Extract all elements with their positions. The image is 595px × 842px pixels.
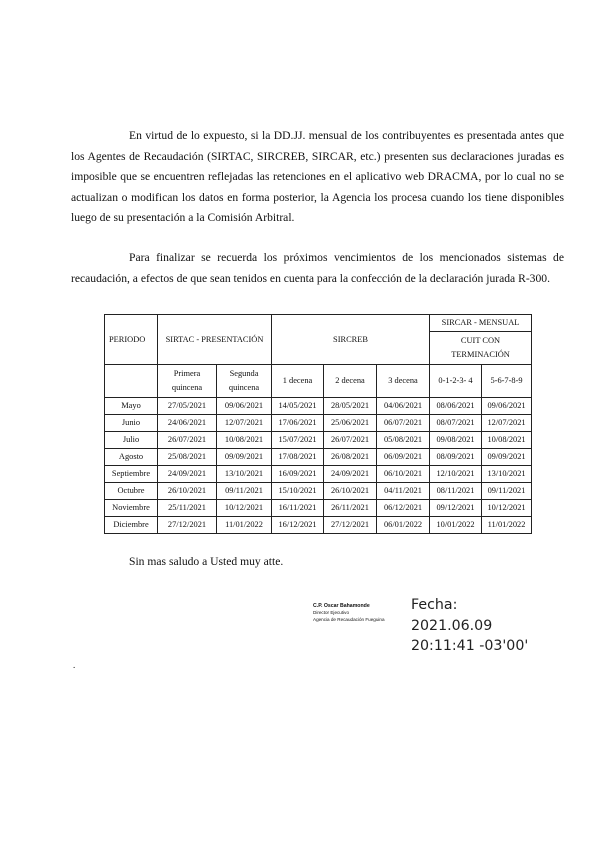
date-cell: 09/11/2021 — [482, 483, 532, 500]
date-cell: 16/12/2021 — [272, 517, 324, 534]
date-cell: 10/12/2021 — [217, 500, 272, 517]
date-cell: 14/05/2021 — [272, 398, 324, 415]
date-cell: 26/11/2021 — [324, 500, 377, 517]
date-cell: 10/08/2021 — [217, 432, 272, 449]
period-cell: Junio — [105, 415, 158, 432]
date-cell: 12/07/2021 — [482, 415, 532, 432]
sub-cuit-0-4: 0-1-2-3- 4 — [430, 365, 482, 398]
table-row — [105, 517, 532, 534]
date-cell: 09/06/2021 — [217, 398, 272, 415]
table-row — [105, 500, 532, 517]
table-row — [105, 449, 532, 466]
sub-3-decena: 3 decena — [377, 365, 430, 398]
date-cell: 26/07/2021 — [158, 432, 217, 449]
digital-signature-stamp — [411, 595, 528, 657]
signer-org: Agencia de Recaudación Fueguina — [313, 616, 385, 622]
date-cell: 28/05/2021 — [324, 398, 377, 415]
date-cell: 06/12/2021 — [377, 500, 430, 517]
sirtac-header: SIRTAC - PRESENTACIÓN — [158, 315, 272, 365]
signature-date: 2021.06.09 — [411, 617, 493, 634]
date-cell: 06/01/2022 — [377, 517, 430, 534]
signature-time: 20:11:41 -03'00' — [411, 638, 529, 654]
table-row — [105, 483, 532, 500]
date-cell: 06/09/2021 — [377, 449, 430, 466]
signature-block — [313, 603, 385, 623]
date-cell: 15/10/2021 — [272, 483, 324, 500]
closing-text: Sin mas saludo a Usted muy atte. — [129, 555, 284, 568]
footer-mark: . — [73, 660, 76, 670]
periodo-header: PERIODO — [105, 315, 158, 365]
table-row — [105, 432, 532, 449]
sub-1-decena: 1 decena — [272, 365, 324, 398]
period-cell: Diciembre — [105, 517, 158, 534]
periodo-sub-empty — [105, 365, 158, 398]
date-cell: 09/11/2021 — [217, 483, 272, 500]
sub-primera-quincena: Primera quincena — [158, 365, 217, 398]
date-cell: 17/08/2021 — [272, 449, 324, 466]
date-cell: 09/09/2021 — [482, 449, 532, 466]
date-cell: 09/12/2021 — [430, 500, 482, 517]
table-row — [105, 415, 532, 432]
signer-title: Director Ejecutivo — [313, 610, 349, 615]
sircar-header: SIRCAR - MENSUAL — [430, 315, 532, 332]
date-cell: 08/11/2021 — [430, 483, 482, 500]
date-cell: 26/08/2021 — [324, 449, 377, 466]
date-cell: 10/12/2021 — [482, 500, 532, 517]
date-cell: 27/12/2021 — [324, 517, 377, 534]
date-cell: 11/01/2022 — [482, 517, 532, 534]
period-cell: Julio — [105, 432, 158, 449]
date-cell: 06/10/2021 — [377, 466, 430, 483]
period-cell: Octubre — [105, 483, 158, 500]
date-cell: 17/06/2021 — [272, 415, 324, 432]
date-cell: 04/11/2021 — [377, 483, 430, 500]
date-cell: 16/09/2021 — [272, 466, 324, 483]
date-cell: 24/09/2021 — [158, 466, 217, 483]
sub-2-decena: 2 decena — [324, 365, 377, 398]
period-cell: Agosto — [105, 449, 158, 466]
date-cell: 10/01/2022 — [430, 517, 482, 534]
date-cell: 25/06/2021 — [324, 415, 377, 432]
date-cell: 26/10/2021 — [158, 483, 217, 500]
date-cell: 08/06/2021 — [430, 398, 482, 415]
date-cell: 25/08/2021 — [158, 449, 217, 466]
signer-name: C.P. Oscar Bahamonde — [313, 603, 370, 609]
paragraph-vencimientos-text: Para finalizar se recuerda los próximos vencimientos de los mencionados sistemas de recaudación, a efectos de que sean tenidos en cuenta para la confección de la declaración jurada R-300. — [71, 251, 564, 285]
period-cell: Septiembre — [105, 466, 158, 483]
date-cell: 13/10/2021 — [482, 466, 532, 483]
date-cell: 24/09/2021 — [324, 466, 377, 483]
sub-segunda-quincena: Segunda quincena — [217, 365, 272, 398]
date-cell: 27/05/2021 — [158, 398, 217, 415]
date-cell: 16/11/2021 — [272, 500, 324, 517]
date-cell: 04/06/2021 — [377, 398, 430, 415]
table-row — [105, 466, 532, 483]
date-cell: 27/12/2021 — [158, 517, 217, 534]
date-cell: 08/07/2021 — [430, 415, 482, 432]
date-cell: 15/07/2021 — [272, 432, 324, 449]
sircreb-header: SIRCREB — [272, 315, 430, 365]
date-cell: 13/10/2021 — [217, 466, 272, 483]
date-cell: 10/08/2021 — [482, 432, 532, 449]
date-cell: 05/08/2021 — [377, 432, 430, 449]
sub-cuit-5-9: 5-6-7-8-9 — [482, 365, 532, 398]
date-cell: 09/09/2021 — [217, 449, 272, 466]
date-cell: 25/11/2021 — [158, 500, 217, 517]
period-cell: Noviembre — [105, 500, 158, 517]
vencimientos-table — [104, 314, 532, 534]
date-cell: 11/01/2022 — [217, 517, 272, 534]
cuit-header: CUIT CON TERMINACIÓN — [430, 332, 532, 365]
date-cell: 08/09/2021 — [430, 449, 482, 466]
date-cell: 09/08/2021 — [430, 432, 482, 449]
date-cell: 06/07/2021 — [377, 415, 430, 432]
date-cell: 24/06/2021 — [158, 415, 217, 432]
date-cell: 09/06/2021 — [482, 398, 532, 415]
period-cell: Mayo — [105, 398, 158, 415]
date-cell: 26/07/2021 — [324, 432, 377, 449]
table-row — [105, 398, 532, 415]
date-cell: 26/10/2021 — [324, 483, 377, 500]
date-cell: 12/10/2021 — [430, 466, 482, 483]
date-cell: 12/07/2021 — [217, 415, 272, 432]
paragraph-retenciones-text: En virtud de lo expuesto, si la DD.JJ. mensual de los contribuyentes es presentada antes que los Agentes de Recaudación (SIRTAC, SIRCREB, SIRCAR, etc.) presenten sus declaraciones juradas es imposible que se encuentren reflejadas las retenciones en el aplicativo web DRACMA, por lo cual no se actualizan o modifican los datos en forma posterior, la Agencia los procesa cuando los tiene disponibles luego de su presentación a la Comisión Arbitral. — [71, 129, 564, 225]
paragraph-retenciones — [71, 126, 564, 229]
paragraph-vencimientos — [71, 248, 564, 289]
fecha-label: Fecha: — [411, 597, 458, 613]
